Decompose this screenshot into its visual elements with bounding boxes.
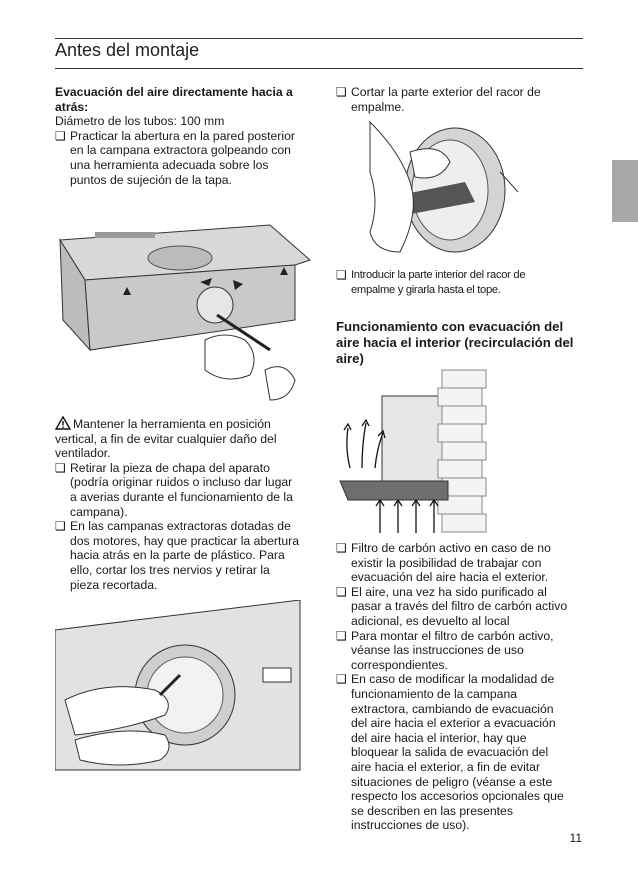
list-item: ❑ En caso de modificar la modalidad de funcionamiento de la campana extractora, cambiando de evacuación del aire hacia el exterior a evacuación del aire hacia el interior, hay que bloquear la salida de evacuación del aire hacia el exterior, a fin de evitar situaciones de peligro (véanse a este respecto los accesorios opcionales que se describen en las presentes instrucciones de uso). xyxy=(336,672,564,833)
page-title: Antes del montaje xyxy=(55,40,200,60)
top-rule xyxy=(55,38,583,39)
page-number: 11 xyxy=(569,831,582,845)
list-item: ❑ Introducir la parte interior del racor de empalme y girarla hasta el tope. xyxy=(336,268,526,296)
list-item: ❑ Practicar la abertura en la pared posterior en la campana extractora golpeando con una herramienta adecuada sobre los puntos de sujeción de la tapa. xyxy=(55,128,295,187)
checkbox-icon: ❑ xyxy=(336,268,347,282)
left-heading: Evacuación del aire directamente hacia a atrás: xyxy=(55,85,293,114)
checkbox-icon: ❑ xyxy=(55,519,66,534)
figure-hood-tool xyxy=(55,220,315,410)
right-column-middle xyxy=(336,268,561,297)
figure-connector xyxy=(350,112,530,262)
list-item: ❑ Retirar la pieza de chapa del aparato (podría originar ruidos o incluso dar lugar a averias durante el funcionamiento de la campana). xyxy=(55,460,293,519)
warning-text: Mantener la herramienta en posición vertical, a fin de evitar cualquier daño del ventilador. xyxy=(55,417,277,461)
list-item: ❑ Filtro de carbón activo en caso de no existir la posibilidad de trabajar con evacuación del aire hacia el exterior. xyxy=(336,541,551,585)
checkbox-icon: ❑ xyxy=(336,541,347,555)
figure-cutting-ribs xyxy=(55,600,310,785)
checkbox-icon: ❑ xyxy=(336,85,347,99)
right-column-bottom xyxy=(336,541,571,833)
recirculation-heading-block xyxy=(336,319,584,367)
checkbox-icon: ❑ xyxy=(55,460,66,475)
checkbox-icon: ❑ xyxy=(336,584,347,599)
diameter-text: Diámetro de los tubos: 100 mm xyxy=(55,114,225,129)
list-item: ❑ Para montar el filtro de carbón activo, véanse las instrucciones de uso correspondientes. xyxy=(336,628,554,672)
title-rule xyxy=(55,68,583,69)
section-tab xyxy=(612,160,638,222)
checkbox-icon: ❑ xyxy=(55,128,66,143)
right-column-top xyxy=(336,85,561,114)
checkbox-icon: ❑ xyxy=(336,628,347,643)
left-column-top xyxy=(55,85,300,187)
list-item: ❑ En las campanas extractoras dotadas de dos motores, hay que practicar la abertura hacia atrás en la parte de plástico. Para ello, cortar los tres nervios y retirar la pieza recortada. xyxy=(55,519,299,592)
list-item: ❑ El aire, una vez ha sido purificado al pasar a través del filtro de carbón activo adicional, es devuelto al local xyxy=(336,584,568,628)
recirculation-heading: Funcionamiento con evacuación del aire hacia el interior (recirculación del aire) xyxy=(336,319,574,366)
warning-icon xyxy=(55,416,71,430)
checkbox-icon: ❑ xyxy=(336,672,347,687)
left-column-middle xyxy=(55,416,300,592)
list-item: ❑ Cortar la parte exterior del racor de empalme. xyxy=(336,85,541,114)
figure-recirculation xyxy=(330,368,490,538)
